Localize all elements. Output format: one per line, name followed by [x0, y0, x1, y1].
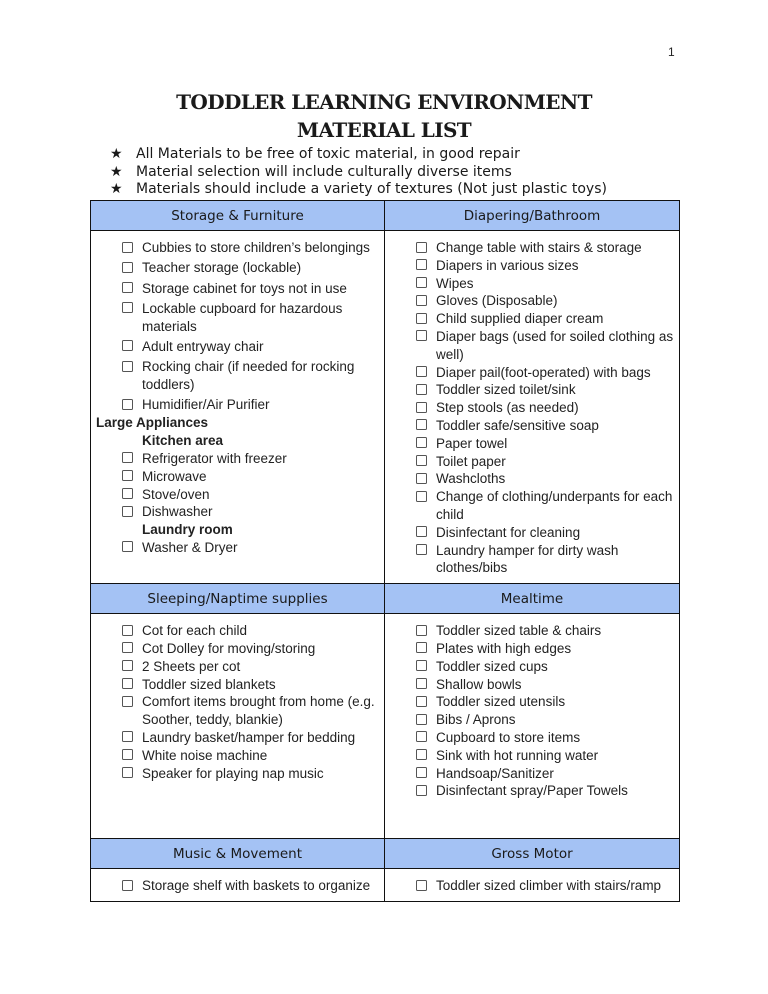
- item-label: Toddler sized blankets: [142, 676, 276, 692]
- item-label: Toddler sized table & chairs: [436, 623, 602, 639]
- list-item[interactable]: [122, 622, 384, 640]
- checkbox[interactable]: [122, 767, 133, 778]
- list-item[interactable]: [416, 399, 679, 417]
- checkbox[interactable]: [122, 541, 133, 552]
- checkbox[interactable]: [416, 767, 427, 778]
- checkbox[interactable]: [416, 625, 427, 636]
- gross-motor-list: [416, 877, 679, 895]
- list-item[interactable]: [122, 765, 384, 783]
- item-label: Teacher storage (lockable): [142, 260, 302, 276]
- requirement-note: [110, 181, 607, 199]
- item-label: Laundry basket/hamper for bedding: [142, 729, 356, 745]
- section-body-gross-motor: [385, 869, 680, 902]
- list-item[interactable]: [416, 453, 679, 471]
- checkbox[interactable]: [122, 242, 133, 253]
- list-item[interactable]: [416, 693, 679, 711]
- star-icon: ★: [110, 146, 123, 162]
- requirement-note: [110, 146, 607, 164]
- list-item[interactable]: [416, 257, 679, 275]
- item-label: Washcloths: [436, 471, 506, 487]
- page-title: [0, 88, 768, 144]
- list-item[interactable]: [416, 275, 679, 293]
- section-body-mealtime: [385, 614, 680, 839]
- music-list: [122, 877, 384, 895]
- section-header-storage: Storage & Furniture: [91, 201, 385, 231]
- item-label: Speaker for playing nap music: [142, 765, 324, 781]
- list-item[interactable]: [416, 239, 679, 257]
- item-label: Paper towel: [436, 435, 508, 451]
- note-text: All Materials to be free of toxic material, in good repair: [136, 146, 520, 162]
- list-item[interactable]: [416, 381, 679, 399]
- section-body-diapering: [385, 231, 680, 584]
- item-label: Shallow bowls: [436, 676, 522, 692]
- item-label: Dishwasher: [142, 504, 213, 520]
- section-body-storage: [91, 231, 385, 584]
- checkbox[interactable]: [416, 491, 427, 502]
- checkbox[interactable]: [416, 313, 427, 324]
- item-label: Disinfectant spray/Paper Towels: [436, 783, 628, 799]
- list-item[interactable]: [122, 877, 384, 895]
- item-label: Storage cabinet for toys not in use: [142, 280, 347, 296]
- item-label: Rocking chair (if needed for rocking toddlers): [142, 359, 355, 393]
- checkbox[interactable]: [416, 880, 427, 891]
- item-label: Toilet paper: [436, 453, 506, 469]
- requirements-list: [110, 146, 607, 199]
- checkbox[interactable]: [416, 366, 427, 377]
- checkbox[interactable]: [416, 277, 427, 288]
- item-label: Stove/oven: [142, 486, 210, 502]
- item-label: Sink with hot running water: [436, 747, 599, 763]
- checkbox[interactable]: [416, 714, 427, 725]
- diapering-list: [416, 239, 679, 577]
- item-label: Lockable cupboard for hazardous materials: [142, 300, 343, 334]
- checkbox[interactable]: [122, 488, 133, 499]
- star-icon: ★: [110, 181, 123, 197]
- laundry-list: [122, 539, 384, 557]
- checkbox[interactable]: [122, 340, 133, 351]
- list-item[interactable]: [416, 435, 679, 453]
- checkbox[interactable]: [416, 544, 427, 555]
- item-label: Cupboard to store items: [436, 729, 581, 745]
- checkbox[interactable]: [122, 625, 133, 636]
- checkbox[interactable]: [416, 749, 427, 760]
- list-item[interactable]: [122, 280, 384, 298]
- star-icon: ★: [110, 163, 123, 180]
- section-body-music: [91, 869, 385, 902]
- list-item[interactable]: [122, 503, 384, 521]
- list-item[interactable]: [122, 640, 384, 658]
- checkbox[interactable]: [122, 642, 133, 653]
- section-header-mealtime: Mealtime: [385, 584, 680, 614]
- list-item[interactable]: [122, 676, 384, 694]
- sleeping-list: [122, 622, 384, 782]
- item-label: Cot Dolley for moving/storing: [142, 640, 316, 656]
- checkbox[interactable]: [122, 262, 133, 273]
- title-line-1: TODDLER LEARNING ENVIRONMENT: [176, 90, 592, 114]
- list-item[interactable]: [416, 364, 679, 382]
- checkbox[interactable]: [416, 678, 427, 689]
- checkbox[interactable]: [122, 678, 133, 689]
- item-label: Toddler sized toilet/sink: [436, 382, 576, 398]
- list-item[interactable]: [122, 300, 384, 336]
- list-item[interactable]: [416, 877, 679, 895]
- list-item[interactable]: [416, 765, 679, 783]
- list-item[interactable]: [122, 468, 384, 486]
- checkbox[interactable]: [416, 419, 427, 430]
- checkbox[interactable]: [416, 330, 427, 341]
- item-label: Diaper bags (used for soiled clothing as well): [436, 328, 674, 362]
- item-label: Cot for each child: [142, 623, 248, 639]
- storage-list: [122, 239, 384, 414]
- section-header-sleeping: Sleeping/Naptime supplies: [91, 584, 385, 614]
- checkbox[interactable]: [416, 660, 427, 671]
- kitchen-list: [122, 450, 384, 521]
- laundry-room-heading: Laundry room: [142, 522, 233, 538]
- item-label: Humidifier/Air Purifier: [142, 397, 270, 413]
- item-label: Gloves (Disposable): [436, 293, 558, 309]
- item-label: Toddler safe/sensitive soap: [436, 417, 599, 433]
- checkbox[interactable]: [416, 696, 427, 707]
- item-label: Change of clothing/underpants for each child: [436, 489, 673, 522]
- checkbox[interactable]: [416, 473, 427, 484]
- page-number: 1: [668, 45, 675, 59]
- checkbox[interactable]: [416, 384, 427, 395]
- list-item[interactable]: [122, 486, 384, 504]
- list-item[interactable]: [416, 524, 679, 542]
- list-item[interactable]: [416, 658, 679, 676]
- item-label: Disinfectant for cleaning: [436, 524, 581, 540]
- mealtime-list: [416, 622, 679, 800]
- item-label: Comfort items brought from home (e.g. Soother, teddy, blankie): [142, 694, 375, 728]
- large-appliances-heading: Large Appliances: [96, 415, 209, 431]
- list-item[interactable]: [416, 488, 679, 524]
- checkbox[interactable]: [122, 470, 133, 481]
- checkbox[interactable]: [122, 749, 133, 760]
- item-label: Cubbies to store children’s belongings: [142, 240, 370, 255]
- list-item[interactable]: [122, 693, 384, 729]
- materials-table: [90, 200, 680, 902]
- list-item[interactable]: [416, 328, 679, 364]
- list-item[interactable]: [416, 711, 679, 729]
- checkbox[interactable]: [416, 642, 427, 653]
- checkbox[interactable]: [122, 399, 133, 410]
- list-item[interactable]: [416, 640, 679, 658]
- checkbox[interactable]: [416, 526, 427, 537]
- item-label: Adult entryway chair: [142, 338, 264, 354]
- item-label: Diapers in various sizes: [436, 257, 579, 273]
- section-body-sleeping: [91, 614, 385, 839]
- item-label: Laundry hamper for dirty wash clothes/bibs: [436, 542, 619, 576]
- list-item[interactable]: [416, 676, 679, 694]
- item-label: 2 Sheets per cot: [142, 658, 241, 674]
- item-label: Wipes: [436, 275, 474, 291]
- list-item[interactable]: [122, 259, 384, 277]
- item-label: Refrigerator with freezer: [142, 450, 287, 466]
- checkbox[interactable]: [122, 880, 133, 891]
- item-label: Step stools (as needed): [436, 400, 579, 416]
- item-label: Diaper pail(foot-operated) with bags: [436, 364, 651, 380]
- checkbox[interactable]: [416, 259, 427, 270]
- item-label: Microwave: [142, 468, 207, 484]
- checkbox[interactable]: [416, 731, 427, 742]
- checkbox[interactable]: [122, 696, 133, 707]
- checkbox[interactable]: [416, 455, 427, 466]
- note-text: Material selection will include culturally diverse items: [136, 163, 512, 180]
- item-label: Bibs / Aprons: [436, 712, 516, 728]
- item-label: Toddler sized climber with stairs/ramp: [436, 878, 662, 894]
- item-label: White noise machine: [142, 747, 268, 763]
- list-item[interactable]: [416, 310, 679, 328]
- requirement-note: [110, 164, 607, 182]
- list-item[interactable]: [122, 338, 384, 356]
- list-item[interactable]: [416, 470, 679, 488]
- item-label: Toddler sized cups: [436, 658, 548, 674]
- section-header-diapering: Diapering/Bathroom: [385, 201, 680, 231]
- section-header-gross-motor: Gross Motor: [385, 839, 680, 869]
- list-item[interactable]: [416, 622, 679, 640]
- checkbox[interactable]: [122, 302, 133, 313]
- checkbox[interactable]: [416, 402, 427, 413]
- item-label: Toddler sized utensils: [436, 694, 566, 710]
- checkbox[interactable]: [122, 660, 133, 671]
- list-item[interactable]: [416, 747, 679, 765]
- checkbox[interactable]: [122, 731, 133, 742]
- section-header-music: Music & Movement: [91, 839, 385, 869]
- checkbox[interactable]: [122, 452, 133, 463]
- list-item[interactable]: [122, 450, 384, 468]
- checkbox[interactable]: [122, 361, 133, 372]
- list-item[interactable]: [416, 782, 679, 800]
- list-item[interactable]: [122, 396, 384, 414]
- item-label: Handsoap/Sanitizer: [436, 765, 554, 781]
- list-item[interactable]: [122, 539, 384, 557]
- item-label: Change table with stairs & storage: [436, 240, 642, 255]
- item-label: Plates with high edges: [436, 640, 572, 656]
- list-item[interactable]: [122, 729, 384, 747]
- checkbox[interactable]: [122, 282, 133, 293]
- title-line-2: MATERIAL LIST: [296, 118, 472, 142]
- kitchen-area-heading: Kitchen area: [142, 433, 224, 449]
- list-item[interactable]: [122, 239, 384, 257]
- checkbox[interactable]: [416, 437, 427, 448]
- item-label: Child supplied diaper cream: [436, 311, 604, 327]
- list-item[interactable]: [122, 747, 384, 765]
- list-item[interactable]: [416, 417, 679, 435]
- list-item[interactable]: [122, 658, 384, 676]
- checkbox[interactable]: [122, 506, 133, 517]
- note-text: Materials should include a variety of textures (Not just plastic toys): [136, 181, 607, 197]
- list-item[interactable]: [122, 358, 384, 394]
- list-item[interactable]: [416, 292, 679, 310]
- list-item[interactable]: [416, 542, 679, 578]
- item-label: Storage shelf with baskets to organize: [142, 878, 371, 894]
- checkbox[interactable]: [416, 785, 427, 796]
- list-item[interactable]: [416, 729, 679, 747]
- item-label: Washer & Dryer: [142, 539, 238, 555]
- checkbox[interactable]: [416, 295, 427, 306]
- checkbox[interactable]: [416, 242, 427, 253]
